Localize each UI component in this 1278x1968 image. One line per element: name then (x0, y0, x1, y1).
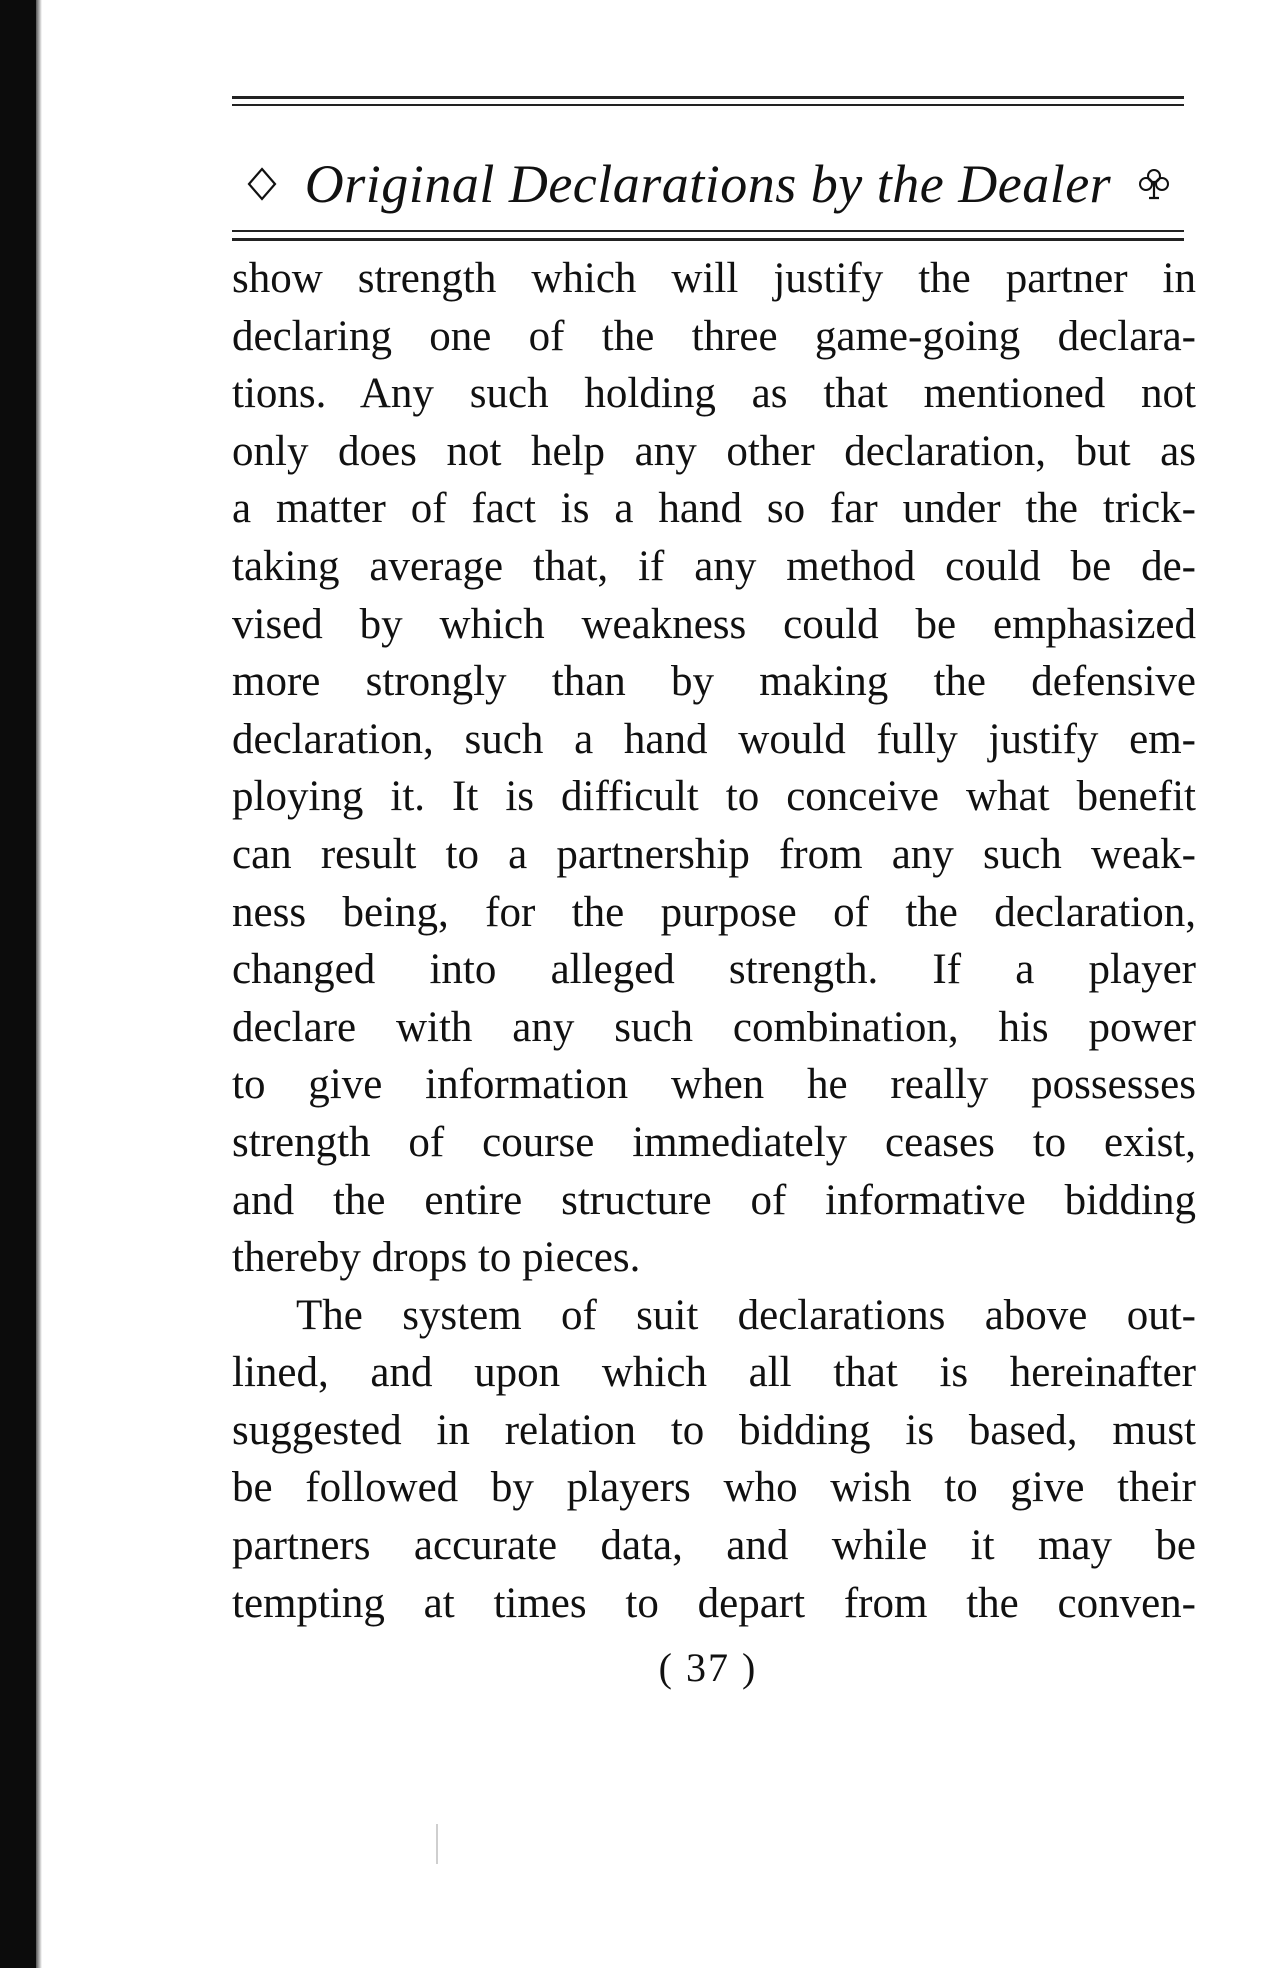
text-line: changed into alleged strength. If a player (232, 946, 1196, 994)
text-line: more strongly than by making the defensive (232, 658, 1196, 706)
club-icon (1137, 167, 1171, 201)
text-line: tempting at times to depart from the conven- (232, 1579, 1196, 1627)
text-line: suggested in relation to bidding is based, must (232, 1406, 1196, 1454)
text-line: only does not help any other declaration, but as (232, 427, 1196, 475)
text-line: to give information when he really possesses (232, 1061, 1196, 1109)
header-bottom-rule (232, 238, 1184, 241)
text-line: The system of suit declarations above out- (296, 1291, 1196, 1339)
text-line: show strength which will justify the partner in (232, 255, 1196, 302)
running-header-title: Original Declarations by the Dealer (304, 154, 1112, 214)
header-bottom-rule-inner (232, 230, 1184, 232)
paragraph-2 (232, 1287, 1196, 1633)
text-line: can result to a partnership from any such weak- (232, 830, 1196, 878)
text-line: vised by which weakness could be emphasized (232, 600, 1196, 648)
header-top-rule (232, 96, 1184, 99)
paragraph-1 (232, 250, 1196, 1287)
text-line: strength of course immediately ceases to exist, (232, 1118, 1196, 1166)
page-body (232, 250, 1196, 1632)
header-top-rule-inner (232, 104, 1184, 106)
paper-speck (436, 1824, 438, 1864)
text-line: tions. Any such holding as that mentioned not (232, 370, 1196, 418)
text-line: partners accurate data, and while it may be (232, 1522, 1196, 1570)
text-line: declaration, such a hand would fully justify em- (232, 715, 1196, 763)
page-number: ( 37 ) (658, 1645, 758, 1690)
text-line: and the entire structure of informative bidding (232, 1176, 1196, 1224)
text-line: lined, and upon which all that is hereinafter (232, 1349, 1196, 1397)
book-gutter (36, 0, 42, 1968)
text-line: ness being, for the purpose of the declaration, (232, 888, 1196, 936)
text-line: a matter of fact is a hand so far under the trick- (232, 485, 1196, 533)
text-line: taking average that, if any method could be de- (232, 542, 1196, 590)
diamond-icon (245, 167, 279, 201)
text-line: declare with any such combination, his power (232, 1003, 1196, 1051)
text-line: be followed by players who wish to give their (232, 1464, 1196, 1512)
text-line: ploying it. It is difficult to conceive what benefit (232, 773, 1196, 821)
book-spine-shadow (0, 0, 36, 1968)
text-line: thereby drops to pieces. (232, 1234, 641, 1282)
text-line: declaring one of the three game-going declara- (232, 312, 1196, 360)
book-page (232, 96, 1196, 1836)
running-header (232, 144, 1184, 224)
